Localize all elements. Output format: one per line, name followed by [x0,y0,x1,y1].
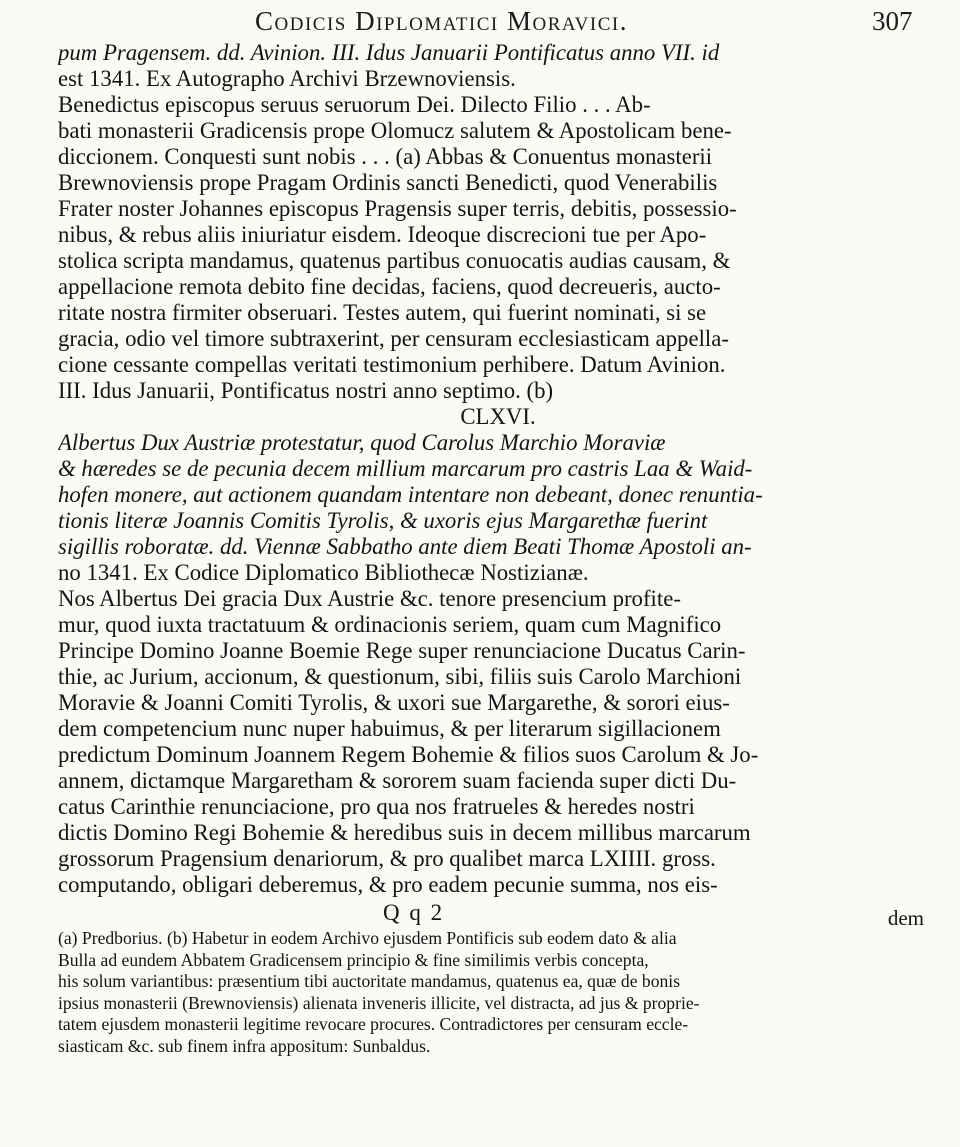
page-header [0,2,960,42]
text-line: & hæredes se de pecunia decem millium marcarum pro castris Laa & Waid- [58,456,753,481]
text-line: gracia, odio vel timore subtraxerint, per censuram ecclesiasticam appella- [58,326,729,351]
footnote-line: ipsius monasterii (Brewnoviensis) alienata inveneris illicite, vel distracta, ad jus & proprie- [58,992,700,1013]
text-line: III. Idus Januarii, Pontificatus nostri anno septimo. (b) [58,378,554,403]
text-line: thie, ac Jurium, accionum, & questionum, sibi, filiis suis Carolo Marchioni [58,664,742,689]
text-line: Moravie & Joanni Comiti Tyrolis, & uxori sue Margarethe, & sorori eius- [58,690,730,715]
text-line: diccionem. Conquesti sunt nobis . . . (a) Abbas & Conuentus monasterii [58,144,713,169]
body-text [58,40,938,930]
signature-line [58,900,938,930]
text-line: Benedictus episcopus seruus seruorum Dei. Dilecto Filio . . . Ab- [58,92,651,117]
text-line: computando, obligari deberemus, & pro eadem pecunie summa, nos eis- [58,872,718,897]
text-line: mur, quod iuxta tractatuum & ordinacionis seriem, quam cum Magnifico [58,612,722,637]
text-line: stolica scripta mandamus, quatenus partibus conuocatis audias causam, & [58,248,731,273]
text-line: catus Carinthie renunciacione, pro qua nos fratrueles & heredes nostri [58,794,695,819]
text-line: hofen monere, aut actionem quandam intentare non debeant, donec renuntia- [58,482,763,507]
running-title: Codicis Diplomatici Moravici. [255,6,628,36]
footnote-line: tatem ejusdem monasterii legitime revocare procures. Contradictores per censuram eccle- [58,1014,689,1034]
footnote-line: his solum variantibus: præsentium tibi auctoritate mandamus, quatenus ea, quæ de bonis [58,971,681,991]
signature-mark: Q q 2 [383,900,445,925]
page-number: 307 [872,6,913,36]
text-line: grossorum Pragensium denariorum, & pro qualibet marca LXIIII. gross. [58,846,716,871]
footnote-line: siasticam &c. sub finem infra appositum: Sunbaldus. [58,1035,431,1056]
text-line: bati monasterii Gradicensis prope Olomucz salutem & Apostolicam bene- [58,118,732,143]
text-line: no 1341. Ex Codice Diplomatico Bibliothecæ Nostizianæ. [58,560,589,585]
footnote-line: (a) Predborius. (b) Habetur in eodem Archivo ejusdem Pontificis sub eodem dato & alia [58,928,677,948]
text-line: pum Pragensem. dd. Avinion. III. Idus Januarii Pontificatus anno VII. id [58,40,720,65]
footnotes [58,928,938,1057]
catchword: dem [887,906,924,930]
text-line: Albertus Dux Austriæ protestatur, quod Carolus Marchio Moraviæ [58,430,666,455]
text-line: tionis literæ Joannis Comitis Tyrolis, & uxoris ejus Margarethæ fuerint [58,508,708,533]
document-number: CLXVI. [460,404,536,429]
text-line: ritate nostra firmiter obseruari. Testes autem, qui fuerint nominati, si se [58,300,707,325]
text-line: dem competencium nunc nuper habuimus, & per literarum sigillacionem [58,716,721,741]
text-line: dictis Domino Regi Bohemie & heredibus suis in decem millibus marcarum [58,820,751,845]
footnote-line: Bulla ad eundem Abbatem Gradicensem principio & fine similimis verbis concepta, [58,949,649,970]
text-line: Nos Albertus Dei gracia Dux Austrie &c. tenore presencium profite- [58,586,681,611]
text-line: nibus, & rebus aliis iniuriatur eisdem. Ideoque discrecioni tue per Apo- [58,222,707,247]
text-line: Frater noster Johannes episcopus Pragensis super terris, debitis, possessio- [58,196,737,221]
text-line: Brewnoviensis prope Pragam Ordinis sancti Benedicti, quod Venerabilis [58,170,718,195]
text-line: predictum Dominum Joannem Regem Bohemie & filios suos Carolum & Jo- [58,742,759,767]
text-line: cione cessante compellas veritati testimonium perhibere. Datum Avinion. [58,352,726,377]
text-line: Principe Domino Joanne Boemie Rege super renunciacione Ducatus Carin- [58,638,746,663]
text-line: est 1341. Ex Autographo Archivi Brzewnoviensis. [58,66,516,91]
text-line: appellacione remota debito fine decidas, faciens, quod decreueris, aucto- [58,274,721,299]
text-line: sigillis roboratæ. dd. Viennæ Sabbatho ante diem Beati Thomæ Apostoli an- [58,534,752,559]
text-line: annem, dictamque Margaretham & sororem suam facienda super dicti Du- [58,768,737,793]
